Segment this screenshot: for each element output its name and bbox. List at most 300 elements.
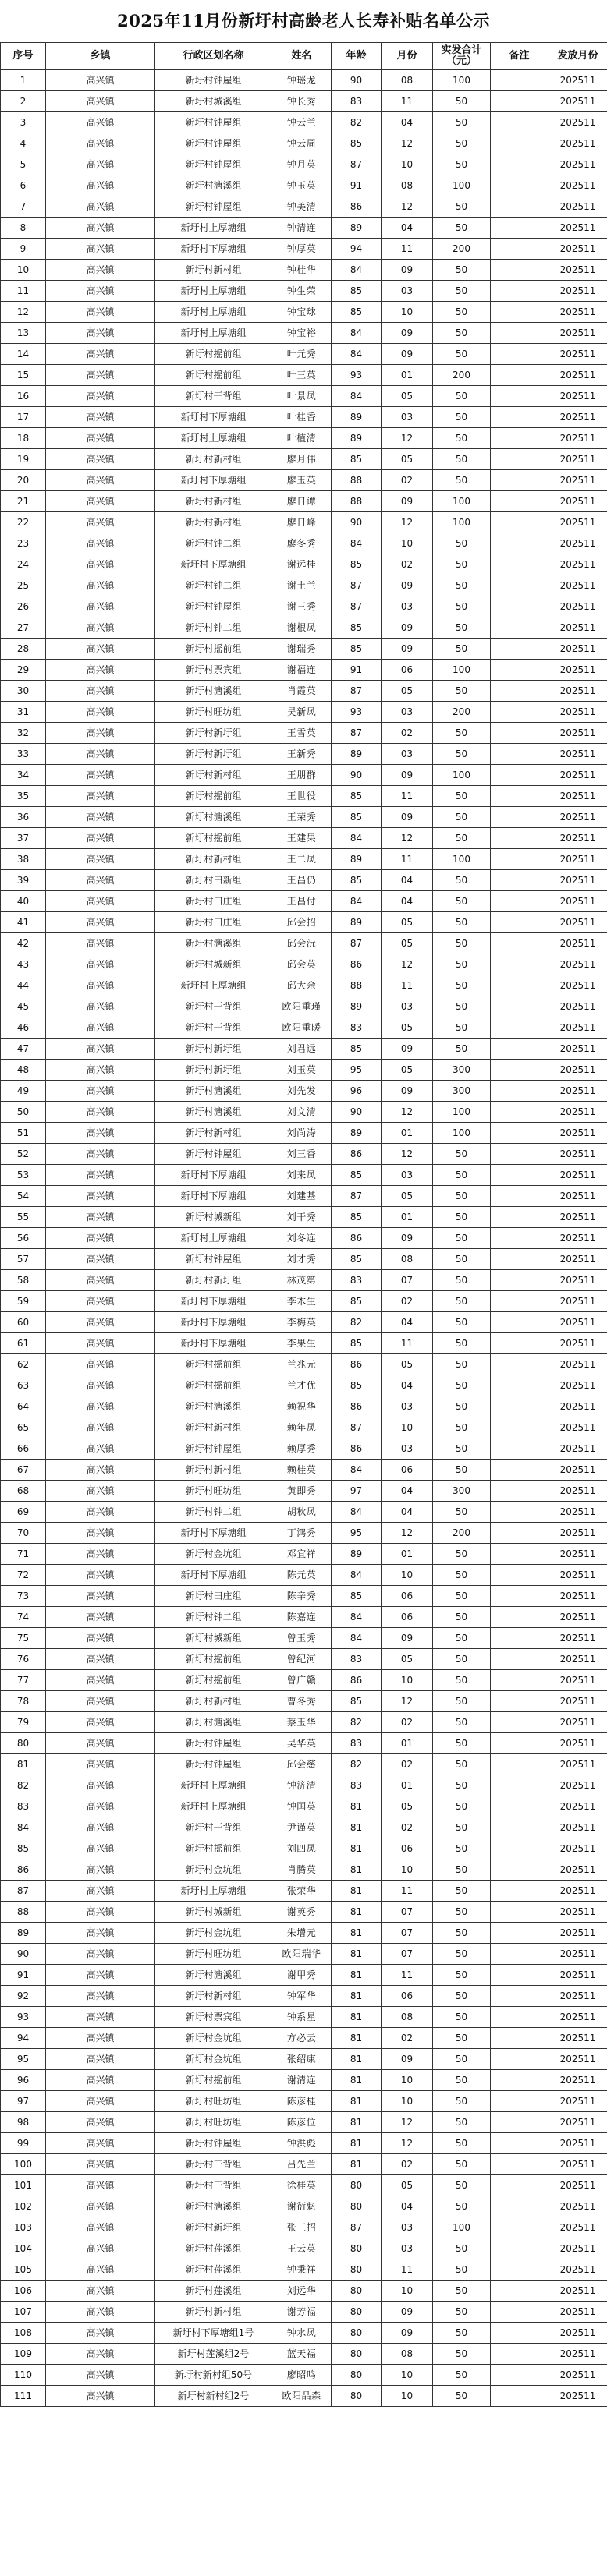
cell-age: 81 <box>332 2154 382 2175</box>
cell-name: 吴华英 <box>272 1733 332 1754</box>
cell-amount: 50 <box>433 1502 491 1523</box>
cell-index: 61 <box>1 1333 46 1354</box>
cell-name: 张三招 <box>272 2217 332 2238</box>
cell-month: 10 <box>382 1859 433 1881</box>
cell-month: 12 <box>382 1144 433 1165</box>
table-row <box>1 1859 607 1881</box>
cell-issue-month: 202511 <box>548 1838 607 1859</box>
cell-amount: 300 <box>433 1060 491 1081</box>
cell-month: 10 <box>382 302 433 323</box>
cell-age: 95 <box>332 1523 382 1544</box>
cell-month: 11 <box>382 91 433 112</box>
cell-division: 新圩村上厚塘组 <box>155 428 272 449</box>
cell-age: 87 <box>332 681 382 702</box>
cell-age: 90 <box>332 1102 382 1123</box>
cell-issue-month: 202511 <box>548 1354 607 1375</box>
cell-age: 81 <box>332 1965 382 1986</box>
cell-amount: 50 <box>433 828 491 849</box>
cell-month: 12 <box>382 196 433 218</box>
cell-name: 黄即秀 <box>272 1481 332 1502</box>
cell-township: 高兴镇 <box>46 1523 155 1544</box>
cell-township: 高兴镇 <box>46 807 155 828</box>
table-row <box>1 765 607 786</box>
table-row <box>1 260 607 281</box>
cell-index: 20 <box>1 470 46 491</box>
cell-township: 高兴镇 <box>46 575 155 596</box>
cell-remark <box>491 1670 548 1691</box>
table-row <box>1 1165 607 1186</box>
cell-age: 81 <box>332 1902 382 1923</box>
cell-amount: 50 <box>433 996 491 1017</box>
cell-remark <box>491 660 548 681</box>
cell-division: 新圩村钟屋组 <box>155 1249 272 1270</box>
cell-issue-month: 202511 <box>548 2344 607 2365</box>
cell-index: 83 <box>1 1796 46 1817</box>
cell-township: 高兴镇 <box>46 407 155 428</box>
cell-age: 85 <box>332 1039 382 1060</box>
cell-township: 高兴镇 <box>46 2196 155 2217</box>
cell-name: 叶桂香 <box>272 407 332 428</box>
cell-division: 新圩村摇前组 <box>155 1670 272 1691</box>
cell-amount: 50 <box>433 1712 491 1733</box>
cell-month: 02 <box>382 1712 433 1733</box>
cell-division: 新圩村下厚塘组 <box>155 1291 272 1312</box>
cell-remark <box>491 218 548 239</box>
cell-age: 84 <box>332 533 382 554</box>
cell-issue-month: 202511 <box>548 260 607 281</box>
cell-issue-month: 202511 <box>548 954 607 975</box>
cell-amount: 50 <box>433 2133 491 2154</box>
cell-age: 89 <box>332 407 382 428</box>
cell-index: 55 <box>1 1207 46 1228</box>
cell-name: 钟桂华 <box>272 260 332 281</box>
cell-name: 廖冬秀 <box>272 533 332 554</box>
cell-township: 高兴镇 <box>46 1481 155 1502</box>
cell-amount: 50 <box>433 2049 491 2070</box>
cell-name: 钟生荣 <box>272 281 332 302</box>
cell-month: 08 <box>382 1249 433 1270</box>
cell-name: 邱大余 <box>272 975 332 996</box>
cell-amount: 50 <box>433 1586 491 1607</box>
cell-township: 高兴镇 <box>46 617 155 639</box>
cell-month: 11 <box>382 849 433 870</box>
cell-division: 新圩村钟屋组 <box>155 1733 272 1754</box>
table-row <box>1 996 607 1017</box>
cell-amount: 50 <box>433 639 491 660</box>
cell-age: 85 <box>332 1207 382 1228</box>
cell-index: 70 <box>1 1523 46 1544</box>
cell-month: 03 <box>382 1396 433 1417</box>
table-row <box>1 407 607 428</box>
cell-name: 钟云兰 <box>272 112 332 133</box>
cell-division: 新圩村溏溪组 <box>155 1102 272 1123</box>
cell-name: 曾广赣 <box>272 1670 332 1691</box>
cell-month: 05 <box>382 1649 433 1670</box>
cell-index: 38 <box>1 849 46 870</box>
cell-township: 高兴镇 <box>46 1312 155 1333</box>
cell-township: 高兴镇 <box>46 786 155 807</box>
cell-index: 80 <box>1 1733 46 1754</box>
cell-name: 王新秀 <box>272 744 332 765</box>
cell-age: 83 <box>332 1017 382 1039</box>
cell-name: 王二凤 <box>272 849 332 870</box>
cell-issue-month: 202511 <box>548 1944 607 1965</box>
cell-name: 曹冬秀 <box>272 1691 332 1712</box>
cell-name: 叶三英 <box>272 365 332 386</box>
cell-township: 高兴镇 <box>46 2281 155 2302</box>
table-row <box>1 1523 607 1544</box>
cell-issue-month: 202511 <box>548 891 607 912</box>
table-row <box>1 2070 607 2091</box>
cell-age: 86 <box>332 196 382 218</box>
table-row <box>1 491 607 512</box>
cell-division: 新圩村新圩组 <box>155 1270 272 1291</box>
cell-amount: 50 <box>433 260 491 281</box>
cell-month: 02 <box>382 2028 433 2049</box>
cell-division: 新圩村摇前组 <box>155 828 272 849</box>
cell-township: 高兴镇 <box>46 2323 155 2344</box>
cell-age: 91 <box>332 175 382 196</box>
cell-issue-month: 202511 <box>548 554 607 575</box>
cell-month: 04 <box>382 1502 433 1523</box>
cell-issue-month: 202511 <box>548 1923 607 1944</box>
cell-division: 新圩村新村组 <box>155 849 272 870</box>
cell-month: 09 <box>382 260 433 281</box>
cell-age: 89 <box>332 744 382 765</box>
cell-index: 7 <box>1 196 46 218</box>
cell-month: 08 <box>382 2344 433 2365</box>
cell-age: 82 <box>332 112 382 133</box>
cell-issue-month: 202511 <box>548 1817 607 1838</box>
cell-name: 谢清连 <box>272 2070 332 2091</box>
header-amount <box>433 43 491 70</box>
cell-remark <box>491 2323 548 2344</box>
cell-age: 81 <box>332 2112 382 2133</box>
cell-amount: 50 <box>433 681 491 702</box>
cell-township: 高兴镇 <box>46 1902 155 1923</box>
cell-name: 钟清连 <box>272 218 332 239</box>
cell-age: 85 <box>332 1691 382 1712</box>
cell-month: 12 <box>382 2133 433 2154</box>
table-row <box>1 344 607 365</box>
cell-remark <box>491 2028 548 2049</box>
cell-amount: 50 <box>433 1270 491 1291</box>
cell-division: 新圩村上厚塘组 <box>155 323 272 344</box>
cell-month: 07 <box>382 1902 433 1923</box>
cell-remark <box>491 428 548 449</box>
cell-name: 曾玉秀 <box>272 1628 332 1649</box>
cell-index: 56 <box>1 1228 46 1249</box>
table-row <box>1 954 607 975</box>
cell-division: 新圩村钟二组 <box>155 1502 272 1523</box>
cell-township: 高兴镇 <box>46 365 155 386</box>
cell-month: 12 <box>382 1102 433 1123</box>
cell-month: 05 <box>382 449 433 470</box>
cell-age: 84 <box>332 323 382 344</box>
cell-month: 04 <box>382 1312 433 1333</box>
cell-issue-month: 202511 <box>548 1796 607 1817</box>
cell-index: 68 <box>1 1481 46 1502</box>
cell-township: 高兴镇 <box>46 1817 155 1838</box>
cell-name: 叶景凤 <box>272 386 332 407</box>
cell-amount: 50 <box>433 1944 491 1965</box>
cell-month: 11 <box>382 2259 433 2281</box>
table-row <box>1 302 607 323</box>
cell-division: 新圩村钟屋组 <box>155 70 272 91</box>
cell-index: 6 <box>1 175 46 196</box>
cell-index: 109 <box>1 2344 46 2365</box>
cell-township: 高兴镇 <box>46 1733 155 1754</box>
cell-amount: 50 <box>433 1291 491 1312</box>
cell-age: 91 <box>332 660 382 681</box>
cell-age: 81 <box>332 1859 382 1881</box>
table-row <box>1 1502 607 1523</box>
cell-issue-month: 202511 <box>548 1902 607 1923</box>
table-row <box>1 849 607 870</box>
cell-issue-month: 202511 <box>548 681 607 702</box>
table-row <box>1 786 607 807</box>
cell-month: 09 <box>382 2049 433 2070</box>
cell-township: 高兴镇 <box>46 1796 155 1817</box>
cell-index: 78 <box>1 1691 46 1712</box>
cell-division: 新圩村钟屋组 <box>155 112 272 133</box>
cell-age: 88 <box>332 491 382 512</box>
cell-issue-month: 202511 <box>548 1733 607 1754</box>
cell-index: 43 <box>1 954 46 975</box>
cell-amount: 50 <box>433 1670 491 1691</box>
table-row <box>1 386 607 407</box>
cell-index: 8 <box>1 218 46 239</box>
cell-name: 谢衍魁 <box>272 2196 332 2217</box>
cell-month: 04 <box>382 891 433 912</box>
cell-issue-month: 202511 <box>548 660 607 681</box>
cell-issue-month: 202511 <box>548 1375 607 1396</box>
cell-index: 36 <box>1 807 46 828</box>
cell-age: 84 <box>332 344 382 365</box>
cell-township: 高兴镇 <box>46 1291 155 1312</box>
cell-index: 49 <box>1 1081 46 1102</box>
cell-township: 高兴镇 <box>46 302 155 323</box>
cell-age: 85 <box>332 449 382 470</box>
cell-age: 86 <box>332 1670 382 1691</box>
cell-age: 85 <box>332 554 382 575</box>
cell-age: 84 <box>332 891 382 912</box>
cell-division: 新圩村金坑组 <box>155 2049 272 2070</box>
cell-amount: 50 <box>433 1249 491 1270</box>
table-row <box>1 1481 607 1502</box>
cell-month: 09 <box>382 344 433 365</box>
cell-issue-month: 202511 <box>548 1881 607 1902</box>
cell-amount: 50 <box>433 2091 491 2112</box>
cell-name: 钟济清 <box>272 1775 332 1796</box>
cell-index: 9 <box>1 239 46 260</box>
cell-name: 邱会英 <box>272 954 332 975</box>
table-row <box>1 2365 607 2386</box>
table-row <box>1 702 607 723</box>
cell-township: 高兴镇 <box>46 1270 155 1291</box>
cell-division: 新圩村溏溪组 <box>155 807 272 828</box>
cell-index: 77 <box>1 1670 46 1691</box>
cell-township: 高兴镇 <box>46 702 155 723</box>
cell-township: 高兴镇 <box>46 1565 155 1586</box>
cell-remark <box>491 2386 548 2407</box>
cell-remark <box>491 681 548 702</box>
cell-issue-month: 202511 <box>548 1754 607 1775</box>
table-row <box>1 912 607 933</box>
cell-amount: 50 <box>433 428 491 449</box>
cell-name: 林茂第 <box>272 1270 332 1291</box>
cell-issue-month: 202511 <box>548 133 607 154</box>
cell-township: 高兴镇 <box>46 1186 155 1207</box>
cell-name: 朱增元 <box>272 1923 332 1944</box>
cell-remark <box>491 2091 548 2112</box>
cell-remark <box>491 2154 548 2175</box>
cell-remark <box>491 1607 548 1628</box>
cell-township: 高兴镇 <box>46 912 155 933</box>
cell-remark <box>491 1417 548 1438</box>
table-row <box>1 1354 607 1375</box>
table-row <box>1 575 607 596</box>
cell-name: 王建果 <box>272 828 332 849</box>
cell-township: 高兴镇 <box>46 1986 155 2007</box>
cell-issue-month: 202511 <box>548 786 607 807</box>
cell-amount: 50 <box>433 2238 491 2259</box>
table-body <box>1 70 607 2407</box>
cell-amount: 50 <box>433 912 491 933</box>
cell-month: 04 <box>382 1375 433 1396</box>
cell-township: 高兴镇 <box>46 1228 155 1249</box>
cell-division: 新圩村钟屋组 <box>155 154 272 175</box>
cell-age: 85 <box>332 1165 382 1186</box>
cell-age: 89 <box>332 218 382 239</box>
cell-amount: 50 <box>433 154 491 175</box>
table-header-row <box>1 43 607 70</box>
cell-amount: 50 <box>433 617 491 639</box>
table-row <box>1 1838 607 1859</box>
cell-issue-month: 202511 <box>548 723 607 744</box>
cell-month: 01 <box>382 1123 433 1144</box>
cell-month: 06 <box>382 1607 433 1628</box>
cell-township: 高兴镇 <box>46 596 155 617</box>
cell-index: 31 <box>1 702 46 723</box>
cell-township: 高兴镇 <box>46 2302 155 2323</box>
cell-division: 新圩村钟屋组 <box>155 1144 272 1165</box>
cell-remark <box>491 386 548 407</box>
cell-amount: 50 <box>433 1039 491 1060</box>
cell-remark <box>491 1291 548 1312</box>
cell-index: 64 <box>1 1396 46 1417</box>
cell-name: 叶元秀 <box>272 344 332 365</box>
cell-amount: 50 <box>433 1649 491 1670</box>
cell-month: 03 <box>382 596 433 617</box>
cell-amount: 50 <box>433 575 491 596</box>
cell-township: 高兴镇 <box>46 828 155 849</box>
cell-amount: 50 <box>433 281 491 302</box>
cell-month: 06 <box>382 1586 433 1607</box>
cell-issue-month: 202511 <box>548 1481 607 1502</box>
cell-remark <box>491 1333 548 1354</box>
cell-age: 83 <box>332 91 382 112</box>
table-row <box>1 2007 607 2028</box>
cell-remark <box>491 449 548 470</box>
cell-age: 81 <box>332 2133 382 2154</box>
cell-index: 2 <box>1 91 46 112</box>
cell-remark <box>491 2175 548 2196</box>
cell-age: 90 <box>332 512 382 533</box>
cell-issue-month: 202511 <box>548 828 607 849</box>
cell-amount: 50 <box>433 407 491 428</box>
cell-remark <box>491 1965 548 1986</box>
cell-division: 新圩村上厚塘组 <box>155 302 272 323</box>
table-row <box>1 512 607 533</box>
cell-month: 09 <box>382 2323 433 2344</box>
cell-issue-month: 202511 <box>548 1502 607 1523</box>
cell-township: 高兴镇 <box>46 1923 155 1944</box>
cell-index: 106 <box>1 2281 46 2302</box>
cell-index: 5 <box>1 154 46 175</box>
cell-issue-month: 202511 <box>548 1544 607 1565</box>
cell-division: 新圩村干背组 <box>155 2175 272 2196</box>
table-row <box>1 2302 607 2323</box>
cell-name: 陈元英 <box>272 1565 332 1586</box>
cell-division: 新圩村钟屋组 <box>155 1754 272 1775</box>
table-row <box>1 1102 607 1123</box>
cell-month: 12 <box>382 428 433 449</box>
cell-name: 肖霞英 <box>272 681 332 702</box>
cell-remark <box>491 2133 548 2154</box>
cell-index: 90 <box>1 1944 46 1965</box>
cell-index: 91 <box>1 1965 46 1986</box>
cell-issue-month: 202511 <box>548 1965 607 1986</box>
cell-index: 42 <box>1 933 46 954</box>
table-row <box>1 1544 607 1565</box>
cell-township: 高兴镇 <box>46 2259 155 2281</box>
cell-division: 新圩村新村组 <box>155 260 272 281</box>
cell-amount: 50 <box>433 1628 491 1649</box>
cell-name: 肖腾英 <box>272 1859 332 1881</box>
cell-township: 高兴镇 <box>46 1691 155 1712</box>
cell-issue-month: 202511 <box>548 1270 607 1291</box>
cell-index: 47 <box>1 1039 46 1060</box>
cell-amount: 50 <box>433 596 491 617</box>
cell-index: 24 <box>1 554 46 575</box>
cell-remark <box>491 912 548 933</box>
cell-issue-month: 202511 <box>548 1123 607 1144</box>
table-row <box>1 660 607 681</box>
cell-name: 欧阳重瑾 <box>272 996 332 1017</box>
cell-name: 钟秉祥 <box>272 2259 332 2281</box>
cell-issue-month: 202511 <box>548 617 607 639</box>
cell-name: 谢甲秀 <box>272 1965 332 1986</box>
cell-township: 高兴镇 <box>46 2133 155 2154</box>
table-row <box>1 133 607 154</box>
cell-township: 高兴镇 <box>46 1417 155 1438</box>
cell-issue-month: 202511 <box>548 1607 607 1628</box>
cell-issue-month: 202511 <box>548 1438 607 1460</box>
cell-remark <box>491 1859 548 1881</box>
cell-division: 新圩村钟屋组 <box>155 2133 272 2154</box>
table-row <box>1 1628 607 1649</box>
cell-age: 80 <box>332 2386 382 2407</box>
cell-issue-month: 202511 <box>548 1565 607 1586</box>
cell-remark <box>491 1228 548 1249</box>
cell-month: 12 <box>382 512 433 533</box>
cell-issue-month: 202511 <box>548 2133 607 2154</box>
cell-month: 05 <box>382 933 433 954</box>
cell-month: 10 <box>382 2386 433 2407</box>
cell-issue-month: 202511 <box>548 1249 607 1270</box>
cell-division: 新圩村城溪组 <box>155 91 272 112</box>
